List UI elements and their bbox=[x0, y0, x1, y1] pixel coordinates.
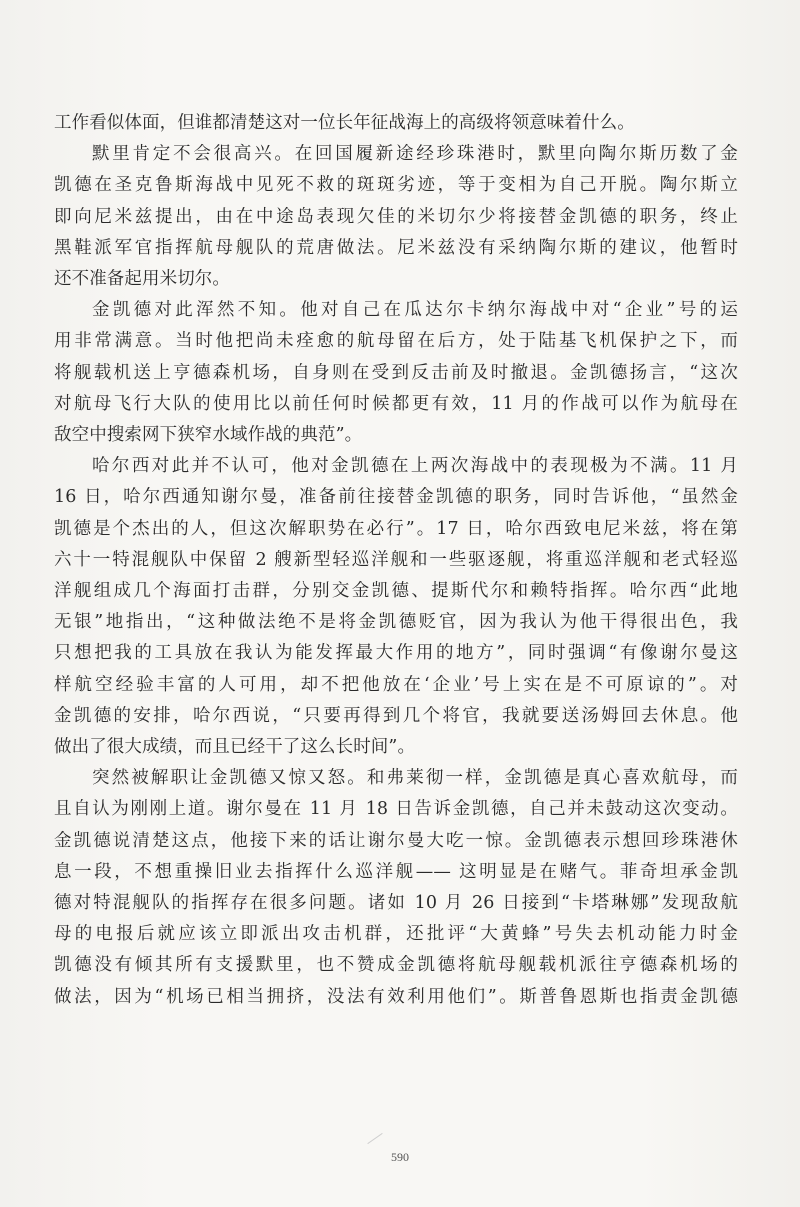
text-line: 金凯德的安排，哈尔西说，“只要再得到几个将官，我就要送汤姆回去休息。他 bbox=[54, 705, 738, 726]
text-line: 16 日，哈尔西通知谢尔曼，准备前往接替金凯德的职务，同时告诉他，“虽然金 bbox=[54, 487, 738, 508]
text-line: 只想把我的工具放在我认为能发挥最大作用的地方”，同时强调“有像谢尔曼这 bbox=[54, 643, 738, 664]
text-line: 母的电报后就应该立即派出攻击机群，还批评“大黄蜂”号失去机动能力时金 bbox=[54, 924, 738, 945]
text-line: 六十一特混舰队中保留 2 艘新型轻巡洋舰和一些驱逐舰，将重巡洋舰和老式轻巡 bbox=[54, 549, 738, 570]
text-line: 金凯德说清楚这点，他接下来的话让谢尔曼大吃一惊。金凯德表示想回珍珠港休 bbox=[54, 830, 738, 851]
text-line: 敌空中搜索网下狭窄水域作战的典范”。 bbox=[54, 425, 363, 446]
text-line: 金凯德对此浑然不知。他对自己在瓜达尔卡纳尔海战中对“企业”号的运 bbox=[92, 300, 738, 321]
text-line: 做出了很大成绩，而且已经干了这么长时间”。 bbox=[54, 737, 416, 758]
text-line: 凯德在圣克鲁斯海战中见死不救的斑斑劣迹，等于变相为自己开脱。陶尔斯立 bbox=[54, 175, 738, 196]
page-fold-mark bbox=[367, 1133, 382, 1144]
text-line: 用非常满意。当时他把尚未痊愈的航母留在后方，处于陆基飞机保护之下，而 bbox=[54, 331, 738, 352]
text-line: 哈尔西对此并不认可，他对金凯德在上两次海战中的表现极为不满。11 月 bbox=[92, 456, 738, 477]
text-line: 还不准备起用米切尔。 bbox=[54, 269, 230, 290]
text-line: 息一段，不想重操旧业去指挥什么巡洋舰—— 这明显是在赌气。菲奇坦承金凯 bbox=[54, 861, 738, 882]
text-line: 德对特混舰队的指挥存在很多问题。诸如 10 月 26 日接到“卡塔琳娜”发现敌航 bbox=[54, 893, 738, 914]
text-line: 即向尼米兹提出，由在中途岛表现欠佳的米切尔少将接替金凯德的职务，终止 bbox=[54, 206, 738, 227]
body-text bbox=[54, 108, 738, 1013]
text-line: 突然被解职让金凯德又惊又怒。和弗莱彻一样，金凯德是真心喜欢航母，而 bbox=[92, 768, 738, 789]
text-line: 样航空经验丰富的人可用，却不把他放在‘企业’号上实在是不可原谅的”。对 bbox=[54, 674, 738, 695]
text-line: 洋舰组成几个海面打击群，分别交金凯德、提斯代尔和赖特指挥。哈尔西“此地 bbox=[54, 581, 738, 602]
text-line: 凯德没有倾其所有支援默里，也不赞成金凯德将航母舰载机派往亨德森机场的 bbox=[54, 955, 738, 976]
page-number: 590 bbox=[391, 1150, 409, 1164]
text-line: 且自认为刚刚上道。谢尔曼在 11 月 18 日告诉金凯德，自己并未鼓动这次变动。 bbox=[54, 799, 738, 820]
text-line: 黑鞋派军官指挥航母舰队的荒唐做法。尼米兹没有采纳陶尔斯的建议，他暂时 bbox=[54, 237, 738, 258]
text-line: 工作看似体面，但谁都清楚这对一位长年征战海上的高级将领意味着什么。 bbox=[54, 113, 635, 133]
text-line: 将舰载机送上亨德森机场，自身则在受到反击前及时撤退。金凯德扬言，“这次 bbox=[54, 362, 738, 383]
text-line: 无银”地指出，“这种做法绝不是将金凯德贬官，因为我认为他干得很出色，我 bbox=[54, 612, 738, 633]
text-line: 做法，因为“机场已相当拥挤，没法有效利用他们”。斯普鲁恩斯也指责金凯德 bbox=[54, 986, 738, 1007]
text-line: 默里肯定不会很高兴。在回国履新途经珍珠港时，默里向陶尔斯历数了金 bbox=[92, 144, 738, 165]
text-line: 对航母飞行大队的使用比以前任何时候都更有效，11 月的作战可以作为航母在 bbox=[54, 393, 738, 414]
text-line: 凯德是个杰出的人，但这次解职势在必行”。17 日，哈尔西致电尼米兹，将在第 bbox=[54, 518, 738, 539]
